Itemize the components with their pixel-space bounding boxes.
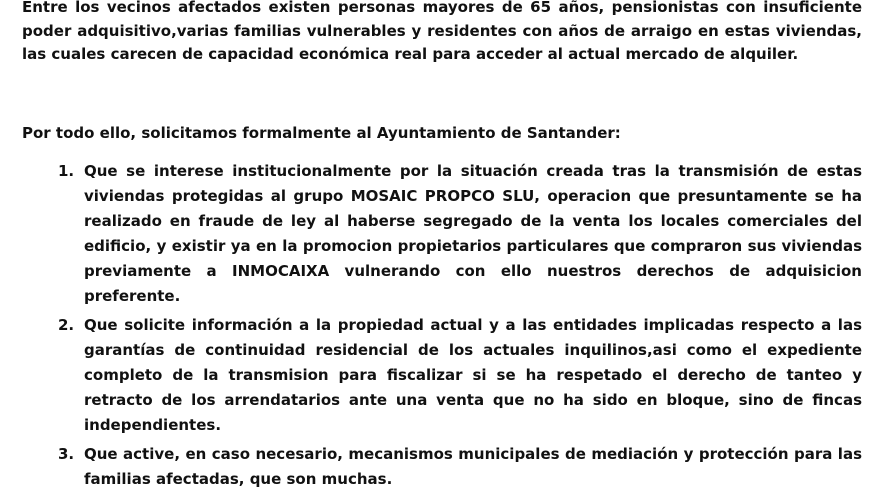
list-item-number: 3. (58, 445, 75, 463)
paragraph-formal-request-intro: Por todo ello, solicitamos formalmente al Ayuntamiento de Santander: (22, 123, 621, 142)
list-item-text: Que se interese institucionalmente por la situación creada tras la transmisión de estas viviendas protegidas al grupo MOSAIC PROPCO SLU, operacion que presuntamente se ha realizado en fraude de ley al haberse segregado de la venta los locales comerciales del edificio, y existir ya en la promocion propietarios particulares que compraron sus viviendas previamente a INMOCAIXA vulnerando con ello nuestros derechos de adquisicion preferente. (84, 162, 862, 305)
list-item-number: 1. (58, 162, 75, 180)
requests-list (22, 159, 862, 492)
document-body (22, 0, 862, 496)
list-item-number: 2. (58, 316, 75, 334)
list-item-text: Que solicite información a la propiedad actual y a las entidades implicadas respecto a las garantías de continuidad residencial de los actuales inquilinos,asi como el expediente completo de la transmision para fiscalizar si se ha respetado el derecho de tanteo y retracto de los arrendatarios ante una venta que no ha sido en bloque, sino de fincas independientes. (84, 316, 862, 434)
paragraph-affected-residents: Entre los vecinos afectados existen personas mayores de 65 años, pensionistas con insuficiente poder adquisitivo,varias familias vulnerables y residentes con años de arraigo en estas viviendas, las cuales carecen de capacidad económica real para acceder al actual mercado de alquiler. (22, 0, 862, 63)
list-item (22, 159, 862, 309)
list-item (22, 442, 862, 492)
list-item (22, 313, 862, 438)
list-item-text: Que active, en caso necesario, mecanismos municipales de mediación y protección para las familias afectadas, que son muchas. (84, 445, 862, 488)
